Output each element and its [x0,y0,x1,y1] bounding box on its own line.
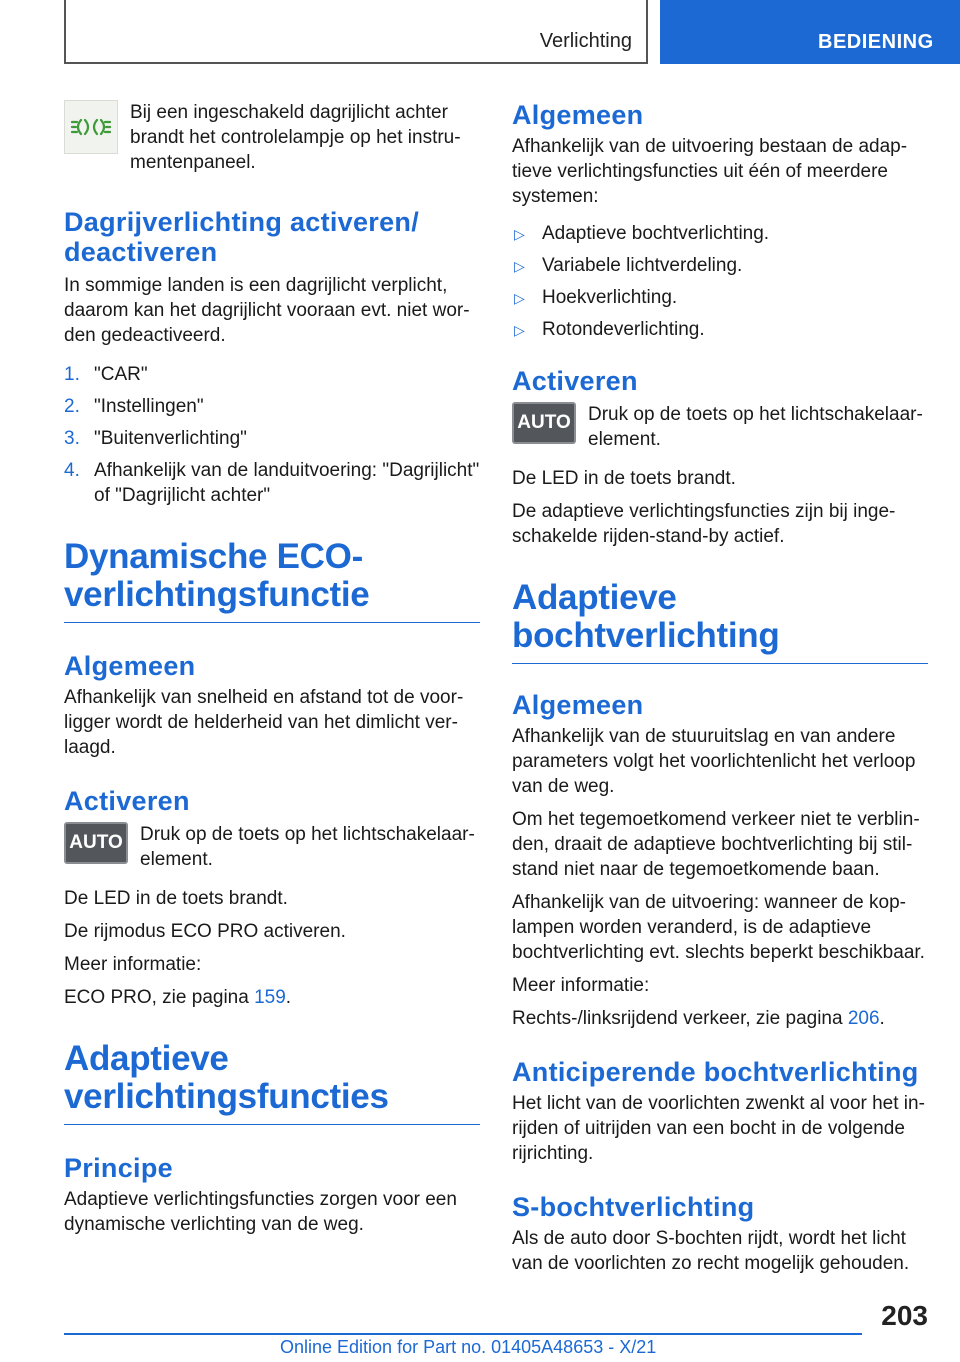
s-curve-text: Als de auto door S-bochten rijdt, wordt het licht van de voorlichten zo recht mogelijk gehouden. [512,1228,910,1274]
list-item: ▷ Adaptieve bochtverlichting. [512,221,928,246]
triangle-bullet-icon: ▷ [514,226,525,242]
drl-indicator-text: Bij een ingeschakeld dagrijlicht achter brandt het controlelampje op het instrumentenpaneel. [130,102,461,173]
page-number: 203 [881,1300,928,1331]
page-link[interactable]: 206 [847,1008,880,1029]
drl-heading: Dagrijverlichting activeren/ deactiveren [64,207,420,267]
eco-more-info: Meer informatie: [64,954,202,975]
adaptive-activate-text: Druk op de toets op het lichtschakelaarelement. [588,404,923,450]
s-curve-heading: S-bochtverlichting [512,1192,755,1222]
principle-text: Adaptieve verlichtingsfuncties zorgen voor een dynamische verlichting van de weg. [64,1189,457,1235]
page-link[interactable]: 159 [254,987,286,1008]
adaptive-activate-heading: Activeren [512,366,638,396]
adaptive-general-text: Afhankelijk van de uitvoering bestaan de adaptieve verlichtingsfuncties uit één of meerdere systemen: [512,136,908,207]
triangle-bullet-icon: ▷ [514,290,525,306]
list-item: ▷ Hoekverlichting. [512,285,928,310]
list-item: 2. "Instellingen" [64,396,204,417]
curve-more-info: Meer informatie: [512,975,650,996]
triangle-bullet-icon: ▷ [514,258,525,274]
daytime-running-light-icon [64,100,118,154]
adaptive-standby-text: De adaptieve verlichtingsfuncties zijn bij ingeschakelde rijden-stand-by actief. [512,501,896,547]
eco-activate-row [64,822,480,872]
anticipating-text: Het licht van de voorlichten zwenkt al voor het inrijden of uitrijden van een bocht in de volgende rijrichting. [512,1093,925,1164]
right-column [512,100,928,1284]
triangle-bullet-icon: ▷ [514,322,525,338]
curve-light-heading: Adaptieve bochtverlichting [512,579,928,664]
systems-list [512,221,928,342]
adaptive-led-text: De LED in de toets brandt. [512,468,736,489]
eco-general-text: Afhankelijk van snelheid en afstand tot de voorligger wordt de helderheid van het dimlicht verlaagd. [64,687,464,758]
eco-general-heading: Algemeen [64,651,196,681]
footer-edition: Online Edition for Part no. 01405A48653 - X/21 [280,1337,657,1357]
auto-button-icon: AUTO [512,402,576,444]
eco-mode-text: De rijmodus ECO PRO activeren. [64,921,346,942]
principle-heading: Principe [64,1153,173,1183]
curve-paragraph-2: Om het tegemoetkomend verkeer niet te verblinden, draait de adaptieve bochtverlichting bij stilstand niet naar de tegemoetkomende baan. [512,809,920,880]
header-title: Verlichting [539,30,632,52]
drl-text: In sommige landen is een dagrijlicht verplicht, daarom kan het dagrijlicht vooraan evt. niet worden gedeactiveerd. [64,275,470,346]
list-item: 1. "CAR" [64,364,148,385]
list-item: 4. Afhankelijk van de landuitvoering: "Dagrijlicht" of "Dagrijlicht achter" [64,460,480,506]
eco-heading: Dynamische ECO-verlichtingsfunctie [64,538,480,623]
list-item: ▷ Rotondeverlichting. [512,317,928,342]
curve-general-heading: Algemeen [512,690,644,720]
drl-indicator-row [64,100,480,175]
left-column [64,100,480,1245]
curve-paragraph-3: Afhankelijk van de uitvoering: wanneer de koplampen worden veranderd, is de adaptieve bochtverlichting evt. slechts beperkt beschikbaar. [512,892,925,963]
eco-activate-heading: Activeren [64,786,190,816]
eco-led-text: De LED in de toets brandt. [64,888,288,909]
eco-activate-text: Druk op de toets op het lichtschakelaarelement. [140,824,475,870]
curve-reference: Rechts-/linksrijdend verkeer, zie pagina 206. [512,1008,885,1029]
anticipating-heading: Anticiperende bochtverlichting [512,1057,919,1087]
adaptive-heading: Adaptieve verlichtingsfuncties [64,1040,480,1125]
header-section: BEDIENING [818,31,934,53]
adaptive-general-heading: Algemeen [512,100,644,130]
curve-paragraph-1: Afhankelijk van de stuuruitslag en van andere parameters volgt het voorlichtenlicht het verloop van de weg. [512,726,916,797]
adaptive-activate-row [512,402,928,452]
list-item: 3. "Buitenverlichting" [64,428,247,449]
footer-divider [64,1333,862,1335]
header-title-box [64,0,648,64]
drl-steps [64,362,480,508]
auto-button-icon: AUTO [64,822,128,864]
eco-reference: ECO PRO, zie pagina 159. [64,987,292,1008]
list-item: ▷ Variabele lichtverdeling. [512,253,928,278]
